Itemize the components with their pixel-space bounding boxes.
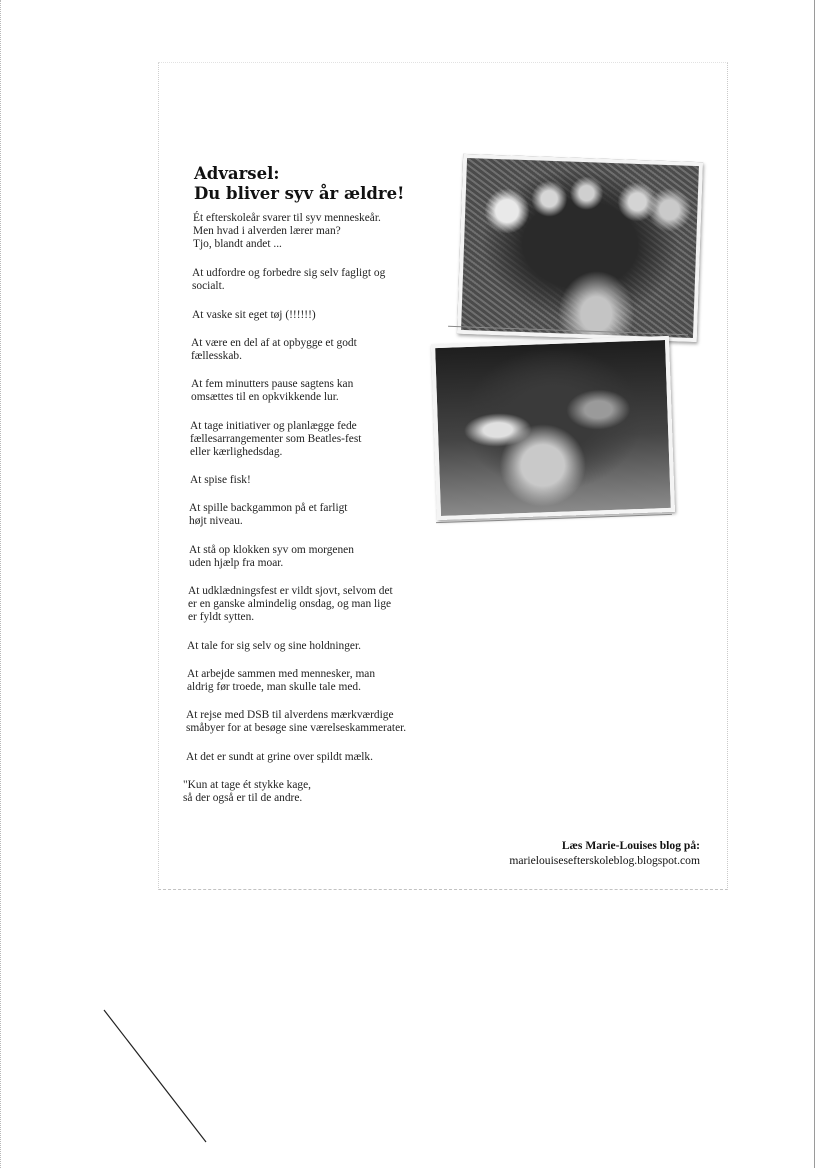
list-item: "Kun at tage ét stykke kage, så der også er til de andre.	[183, 779, 312, 804]
list-item: At være en del af at opbygge et godt fællesskab.	[191, 337, 357, 362]
list-item: At fem minutters pause sagtens kan omsættes til en opkvikkende lur.	[191, 378, 354, 403]
list-item: At tage initiativer og planlægge fede fællesarrangementer som Beatles-fest eller kærlighedsdag.	[190, 420, 362, 458]
list-item: At spise fisk!	[190, 474, 251, 486]
article-title	[194, 164, 404, 204]
campfire-group-photo	[457, 154, 703, 342]
list-item: At vaske sit eget tøj (!!!!!!)	[192, 309, 316, 321]
list-item: At rejse med DSB til alverdens mærkværdige småbyer for at besøge sine værelseskammerater.	[186, 709, 407, 734]
list-item: At arbejde sammen med mennesker, man aldrig før troede, man skulle tale med.	[187, 668, 376, 693]
list-item: At udfordre og forbedre sig selv fagligt og socialt.	[192, 267, 386, 292]
blog-url: marielouisesefterskoleblog.blogspot.com	[509, 854, 700, 867]
blog-label: Læs Marie-Louises blog på:	[561, 839, 700, 852]
blog-reference	[509, 838, 700, 868]
list-item: At spille backgammon på et farligt højt niveau.	[189, 502, 348, 527]
title-line-2: Du bliver syv år ældre!	[194, 184, 405, 203]
dark-room-photo	[431, 336, 675, 520]
list-item: At stå op klokken syv om morgenen uden hjælp fra moar.	[189, 544, 354, 569]
list-item: At tale for sig selv og sine holdninger.	[187, 640, 361, 652]
article-intro: Ét efterskoleår svarer til syv menneskeår. Men hvad i alverden lærer man? Tjo, blandt andet ...	[193, 212, 381, 250]
list-item: At det er sundt at grine over spildt mælk.	[186, 751, 373, 763]
title-line-1: Advarsel:	[194, 164, 280, 183]
list-item: At udklædningsfest er vildt sjovt, selvom det er en ganske almindelig onsdag, og man lige er fyldt sytten.	[188, 585, 393, 623]
